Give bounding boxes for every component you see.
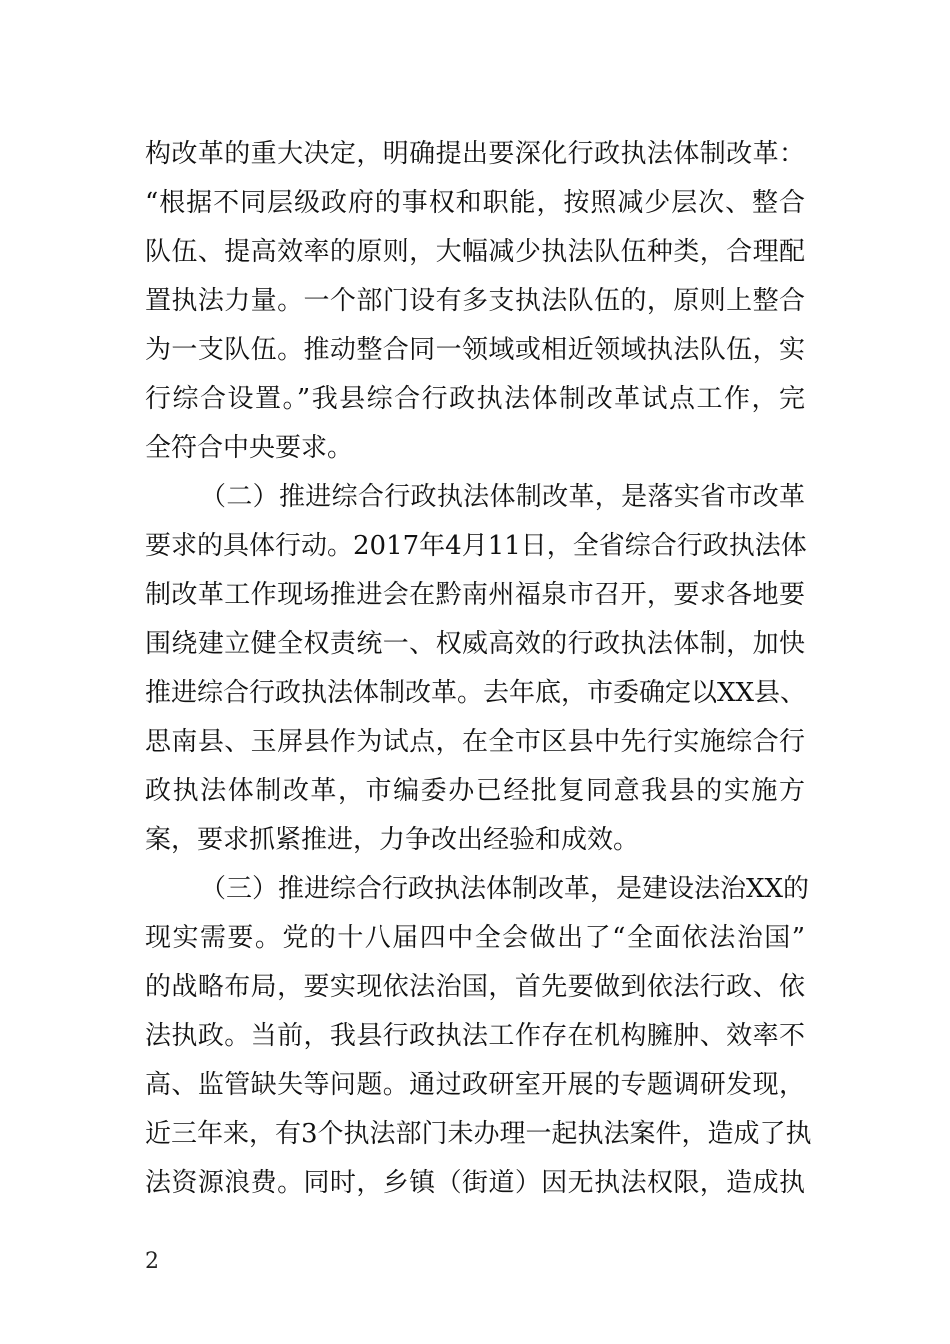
- text-line: 案，要求抓紧推进，力争改出经验和成效。: [145, 825, 640, 855]
- text-line: 政执法体制改革，市编委办已经批复同意我县的实施方: [145, 776, 805, 806]
- text-line: 制改革工作现场推进会在黔南州福泉市召开，要求各地要: [145, 580, 805, 610]
- text-line: 全符合中央要求。: [145, 433, 354, 463]
- text-line: 队伍、提高效率的原则，大幅减少执法队伍种类，合理配: [145, 237, 805, 267]
- text-line: 的战略布局，要实现依法治国，首先要做到依法行政、依: [145, 972, 805, 1002]
- text-line: 推进综合行政执法体制改革。去年底，市委确定以XX县、: [145, 678, 807, 708]
- text-line: 置执法力量。一个部门设有多支执法队伍的，原则上整合: [145, 286, 805, 316]
- text-line: 现实需要。党的十八届四中全会做出了“全面依法治国”: [145, 923, 805, 953]
- text-line: 构改革的重大决定，明确提出要深化行政执法体制改革：: [145, 139, 805, 169]
- text-line: 行综合设置。”我县综合行政执法体制改革试点工作，完: [145, 384, 805, 414]
- text-line: 法执政。当前，我县行政执法工作存在机构臃肿、效率不: [145, 1021, 805, 1051]
- text-line: 为一支队伍。推动整合同一领域或相近领域执法队伍，实: [145, 335, 805, 365]
- text-line: 围绕建立健全权责统一、权威高效的行政执法体制，加快: [145, 629, 805, 659]
- text-line: 要求的具体行动。2017年4月11日，全省综合行政执法体: [145, 531, 807, 561]
- paragraph-heading-line: （二）推进综合行政执法体制改革，是落实省市改革: [200, 482, 805, 512]
- text-line: 法资源浪费。同时，乡镇（街道）因无执法权限，造成执: [145, 1168, 805, 1198]
- text-line: “根据不同层级政府的事权和职能，按照减少层次、整合: [145, 188, 805, 218]
- text-line: 高、监管缺失等问题。通过政研室开展的专题调研发现，: [145, 1070, 805, 1100]
- text-line: 思南县、玉屏县作为试点，在全市区县中先行实施综合行: [145, 727, 805, 757]
- text-line: 近三年来，有3个执法部门未办理一起执法案件，造成了执: [145, 1119, 812, 1149]
- paragraph-heading-line: （三）推进综合行政执法体制改革，是建设法治XX的: [200, 874, 810, 904]
- page-number: 2: [145, 1249, 159, 1274]
